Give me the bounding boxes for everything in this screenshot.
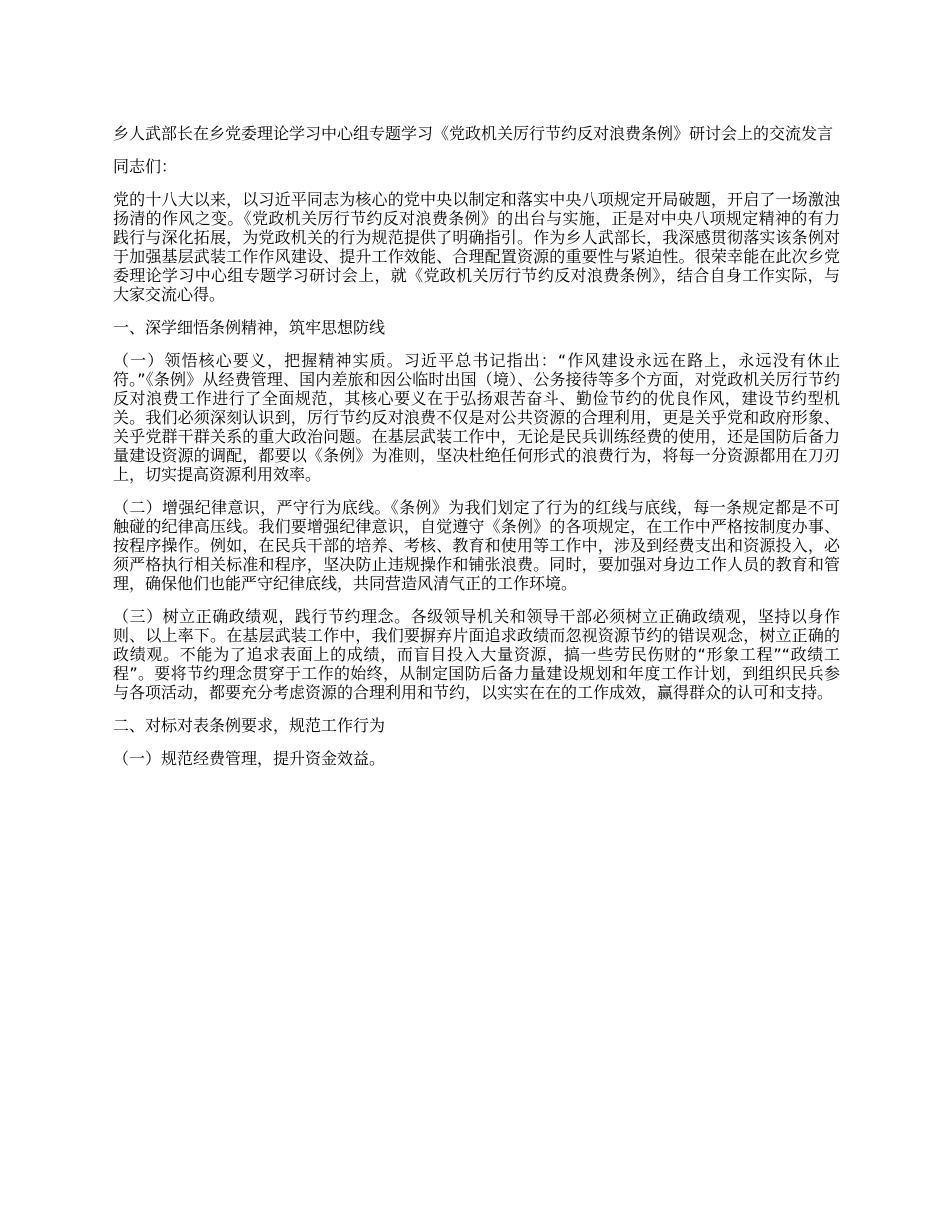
section-heading-1: 一、深学细悟条例精神，筑牢思想防线 (113, 318, 386, 337)
document-page (113, 124, 840, 782)
body-paragraph-2-1: （一）规范经费管理，提升资金效益。 (113, 749, 386, 768)
intro-paragraph: 党的十八大以来，以习近平同志为核心的党中央以制定和落实中央八项规定开局破题，开启了一场激浊扬清的作风之变。《党政机关厉行节约反对浪费条例》的出台与实施，正是对中央八项规定精神的有力践行与深化拓展，为党政机关的行为规范提供了明确指引。作为乡人武部长，我深感贯彻落实该条例对于加强基层武装工作作风建设、提升工作效能、合理配置资源的重要性与紧迫性。很荣幸能在此次乡党委理论学习中心组专题学习研讨会上，就《党政机关厉行节约反对浪费条例》，结合自身工作实际，与大家交流心得。 (113, 190, 840, 304)
document-title: 乡人武部长在乡党委理论学习中心组专题学习《党政机关厉行节约反对浪费条例》研讨会上的交流发言 (113, 124, 834, 143)
salutation: 同志们： (113, 157, 178, 176)
body-paragraph-1-1: （一）领悟核心要义，把握精神实质。习近平总书记指出：“作风建设永远在路上，永远没有休止符。”《条例》从经费管理、国内差旅和因公临时出国（境）、公务接待等多个方面，对党政机关厉行节约反对浪费工作进行了全面规范，其核心要义在于弘扬艰苦奋斗、勤俭节约的优良作风，建设节约型机关。我们必须深刻认识到，厉行节约反对浪费不仅是对公共资源的合理利用，更是关乎党和政府形象、关乎党群干群关系的重大政治问题。在基层武装工作中，无论是民兵训练经费的使用，还是国防后备力量建设资源的调配，都要以《条例》为准则，坚决杜绝任何形式的浪费行为，将每一分资源都用在刀刃上，切实提高资源利用效率。 (113, 351, 840, 484)
section-heading-2: 二、对标对表条例要求，规范工作行为 (113, 716, 386, 735)
body-paragraph-1-2: （二）增强纪律意识，严守行为底线。《条例》为我们划定了行为的红线与底线，每一条规定都是不可触碰的纪律高压线。我们要增强纪律意识，自觉遵守《条例》的各项规定，在工作中严格按制度办事、按程序操作。例如，在民兵干部的培养、考核、教育和使用等工作中，涉及到经费支出和资源投入，必须严格执行相关标准和程序，坚决防止违规操作和铺张浪费。同时，要加强对身边工作人员的教育和管理，确保他们也能严守纪律底线，共同营造风清气正的工作环境。 (113, 498, 840, 593)
body-paragraph-1-3: （三）树立正确政绩观，践行节约理念。各级领导机关和领导干部必须树立正确政绩观，坚持以身作则、以上率下。在基层武装工作中，我们要摒弃片面追求政绩而忽视资源节约的错误观念，树立正确的政绩观。不能为了追求表面上的成绩，而盲目投入大量资源，搞一些劳民伤财的“形象工程”“政绩工程”。要将节约理念贯穿于工作的始终，从制定国防后备力量建设规划和年度工作计划，到组织民兵参与各项活动，都要充分考虑资源的合理利用和节约，以实实在在的工作成效，赢得群众的认可和支持。 (113, 607, 840, 702)
